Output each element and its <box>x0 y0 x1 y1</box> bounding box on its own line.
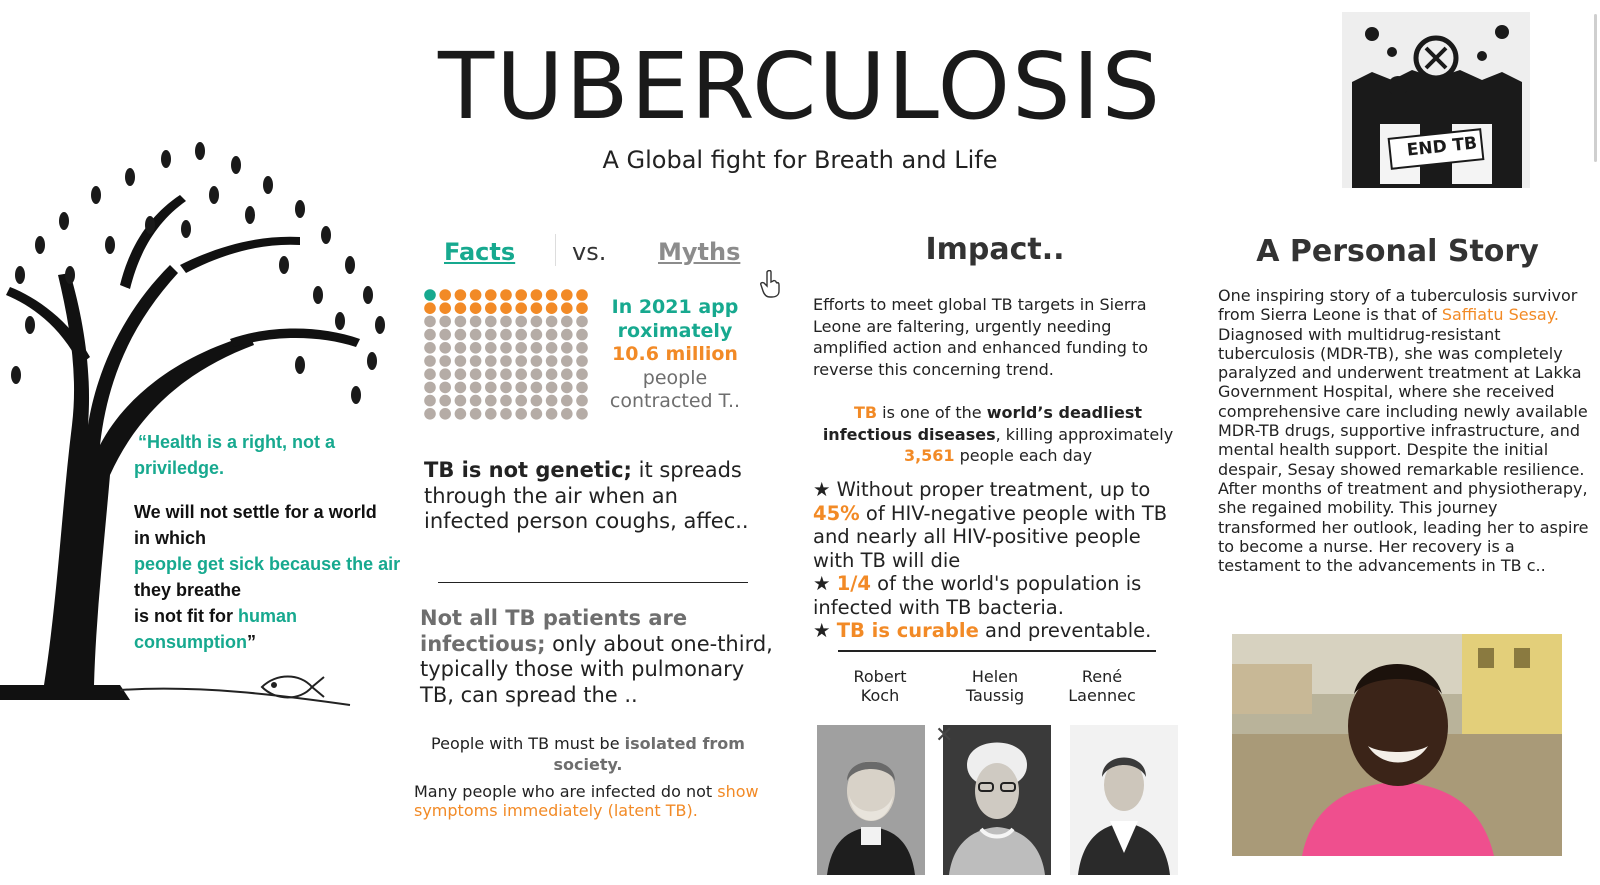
person-dot <box>439 408 451 420</box>
person-dot <box>500 342 512 354</box>
quote-close-mark: ” <box>247 632 256 652</box>
quote-line-7-highlight: human <box>237 606 297 626</box>
person-first-name: Robert <box>853 667 907 686</box>
person-dot <box>531 368 543 380</box>
person-first-name: René <box>1081 667 1123 686</box>
person-dot <box>561 408 573 420</box>
person-dot <box>561 368 573 380</box>
person-dot <box>470 395 482 407</box>
person-dot <box>561 395 573 407</box>
person-dot <box>576 408 588 420</box>
person-dot <box>470 329 482 341</box>
person-dot <box>561 342 573 354</box>
person-dot <box>546 302 558 314</box>
person-dot <box>439 342 451 354</box>
person-dot <box>531 382 543 394</box>
portrait-rene-laennec <box>1070 725 1178 875</box>
person-dot <box>470 302 482 314</box>
person-dot <box>576 302 588 314</box>
person-dot <box>561 289 573 301</box>
person-dot <box>561 382 573 394</box>
impact-stat-text-3: people each day <box>954 446 1093 465</box>
person-label-laennec <box>1047 667 1157 705</box>
myth-symptoms <box>414 782 774 820</box>
infection-stat <box>600 296 750 414</box>
person-dot <box>439 316 451 328</box>
person-dot <box>500 408 512 420</box>
person-dot <box>500 355 512 367</box>
page-subtitle: A Global fight for Breath and Life <box>602 146 998 174</box>
person-dot <box>439 382 451 394</box>
story-photo-saffiatu <box>1232 634 1562 856</box>
impact-bullet-list <box>813 478 1183 643</box>
person-dot <box>515 355 527 367</box>
person-dot <box>515 408 527 420</box>
person-dot <box>470 289 482 301</box>
impact-deadliest-stat <box>812 402 1184 467</box>
person-dot <box>576 342 588 354</box>
person-dot <box>485 395 497 407</box>
bullet2-star: ★ <box>813 572 837 595</box>
quote-line-5: people get sick because the air <box>134 554 401 574</box>
person-dot <box>485 408 497 420</box>
person-dot <box>485 342 497 354</box>
bullet2-highlight: 1/4 <box>836 572 871 595</box>
fact3-text: People with TB must be <box>431 734 625 753</box>
stat-line-2: roximately <box>617 319 733 342</box>
person-dot <box>546 289 558 301</box>
person-dot <box>576 289 588 301</box>
person-dot <box>455 342 467 354</box>
person-dot <box>500 302 512 314</box>
person-dot <box>424 329 436 341</box>
person-dot <box>424 395 436 407</box>
person-dot <box>485 368 497 380</box>
impact-bullet-3 <box>813 619 1183 643</box>
quote-line-3: We will not settle for a world <box>134 502 377 522</box>
person-dot <box>515 329 527 341</box>
person-dot <box>531 395 543 407</box>
person-dot <box>500 329 512 341</box>
person-dot <box>546 395 558 407</box>
myth-isolation <box>408 733 768 775</box>
person-dot <box>485 289 497 301</box>
person-dot <box>439 289 451 301</box>
person-dot <box>576 382 588 394</box>
page-title: TUBERCULOSIS <box>437 33 1163 140</box>
person-dot <box>576 329 588 341</box>
story-text-2: Diagnosed with multidrug-resistant tuberculosis (MDR-TB), she was completely paralyzed and underwent treatment at Lakka Government Hospital, where she received comprehensive care including newly available MDR-TB drugs, supportive infrastructure, and mental health support. Despite the initial despair, Sesay showed remarkable resilience. After months of treatment and physiotherapy, she regained mobility. This journey transformed her outlook, leading her to aspire to become a nurse. Her recovery is a testament to the advancements in TB c.. <box>1218 324 1589 576</box>
person-dot <box>424 382 436 394</box>
bullet3-highlight: TB is curable <box>836 619 979 642</box>
fact4-highlight: show symptoms immediately (latent TB). <box>414 782 759 820</box>
stat-line-5: contracted T.. <box>609 390 741 412</box>
story-person-name: Saffiatu Sesay. <box>1441 305 1559 325</box>
person-dot <box>576 368 588 380</box>
person-dot <box>561 316 573 328</box>
person-dot <box>515 302 527 314</box>
person-dot <box>455 408 467 420</box>
tab-divider <box>555 234 556 266</box>
person-dot <box>424 316 436 328</box>
person-dot <box>531 316 543 328</box>
stat-line-3: 10.6 million <box>612 343 738 365</box>
person-dot <box>485 355 497 367</box>
person-dot <box>531 289 543 301</box>
person-dot <box>439 329 451 341</box>
person-dot <box>531 355 543 367</box>
divider <box>838 650 1156 652</box>
fact-not-genetic <box>424 458 764 535</box>
person-dot <box>485 329 497 341</box>
person-last-name: Koch <box>860 686 900 705</box>
person-dot <box>470 355 482 367</box>
story-heading: A Personal Story <box>1256 234 1539 269</box>
person-dot <box>531 302 543 314</box>
bullet3-text: and preventable. <box>978 619 1152 642</box>
divider <box>438 582 748 583</box>
person-dot <box>439 395 451 407</box>
close-icon[interactable]: ✕ <box>935 723 954 748</box>
person-dot <box>515 342 527 354</box>
end-tb-poster-image <box>1342 12 1530 188</box>
stat-line-4: people <box>642 366 708 389</box>
person-dot <box>470 316 482 328</box>
person-dot <box>424 355 436 367</box>
portrait-helen-taussig <box>943 725 1051 875</box>
vs-label: vs. <box>572 238 607 266</box>
person-dot <box>439 302 451 314</box>
person-last-name: Laennec <box>1068 686 1136 705</box>
impact-stat-text-1: is one of the <box>877 403 987 422</box>
person-dot <box>515 382 527 394</box>
person-dot <box>455 316 467 328</box>
tab-facts[interactable]: Facts <box>444 238 516 266</box>
scrollbar[interactable] <box>1594 14 1597 162</box>
fact2-bold: Not all TB patients are infectious; <box>420 606 688 656</box>
person-dot <box>561 355 573 367</box>
person-dot <box>546 382 558 394</box>
fact2-text: only about one-third, typically those with pulmonary TB, can spread the .. <box>420 631 773 707</box>
person-dot <box>470 368 482 380</box>
fact1-bold: TB is not genetic; <box>424 458 632 482</box>
person-dot <box>546 368 558 380</box>
quote-line-2: priviledge. <box>134 458 225 478</box>
tab-myths[interactable]: Myths <box>658 238 741 266</box>
quote-line-6: they breathe <box>134 580 242 600</box>
person-dot <box>546 329 558 341</box>
person-dot <box>500 395 512 407</box>
bullet1-text-1: ★ Without proper treatment, up to <box>813 478 1151 501</box>
person-dot <box>424 342 436 354</box>
fact3-bold: isolated from society. <box>553 734 745 774</box>
person-dot <box>455 368 467 380</box>
person-dot <box>561 302 573 314</box>
person-dot <box>546 342 558 354</box>
person-dot <box>455 382 467 394</box>
person-dot <box>485 302 497 314</box>
quote-line-4: in which <box>134 528 206 548</box>
person-last-name: Taussig <box>965 686 1025 705</box>
person-dot <box>470 382 482 394</box>
person-dot <box>546 355 558 367</box>
person-dot <box>470 342 482 354</box>
impact-bullet-2 <box>813 572 1183 619</box>
fact4-text: Many people who are infected do not <box>414 782 718 801</box>
bullet3-star: ★ <box>813 619 837 642</box>
person-dot <box>424 368 436 380</box>
person-dot <box>531 408 543 420</box>
person-dot <box>515 316 527 328</box>
person-dot <box>485 382 497 394</box>
story-body <box>1218 286 1590 575</box>
person-label-taussig <box>940 667 1050 705</box>
person-dot <box>455 395 467 407</box>
person-dot <box>515 368 527 380</box>
person-dot <box>576 316 588 328</box>
bullet1-highlight: 45% <box>813 501 860 525</box>
impact-stat-text-2: , killing approximately <box>995 424 1174 444</box>
person-dot <box>500 368 512 380</box>
bullet2-text: of the world's population is infected with TB bacteria. <box>813 572 1142 619</box>
impact-stat-number: 3,561 <box>903 446 955 465</box>
person-dot <box>531 342 543 354</box>
person-dot <box>455 329 467 341</box>
poster-banner-text: END TB <box>1405 133 1479 161</box>
person-dot <box>424 289 436 301</box>
impact-heading: Impact.. <box>925 232 1065 267</box>
person-dot <box>515 289 527 301</box>
person-dot <box>576 355 588 367</box>
person-dot <box>455 289 467 301</box>
person-dot <box>546 316 558 328</box>
person-dot <box>500 316 512 328</box>
bullet1-text-2: of HIV-negative people with TB and nearly all HIV-positive people with TB will die <box>813 501 1168 572</box>
person-dot <box>485 316 497 328</box>
person-dot <box>424 302 436 314</box>
quote-line-8 <box>134 629 256 655</box>
portrait-robert-koch <box>817 725 925 875</box>
quote-line-7 <box>134 603 297 629</box>
hand-pointer-icon <box>760 270 780 302</box>
person-dot <box>576 395 588 407</box>
person-dot <box>439 355 451 367</box>
quote-line-8-highlight: consumption <box>134 632 247 652</box>
person-first-name: Helen <box>971 667 1019 686</box>
person-dot <box>470 408 482 420</box>
quote-line-1: “Health is a right, not a <box>138 432 336 452</box>
fact-not-all-infectious <box>420 606 780 708</box>
person-dot <box>531 329 543 341</box>
stat-line-1: In 2021 app <box>611 296 739 318</box>
impact-stat-deadliest: world’s deadliest infectious diseases <box>822 403 1143 444</box>
person-dot <box>455 302 467 314</box>
impact-stat-tb: TB <box>853 403 878 422</box>
person-dot <box>424 408 436 420</box>
person-dot <box>439 368 451 380</box>
person-dot <box>515 395 527 407</box>
person-label-koch <box>825 667 935 705</box>
impact-bullet-1 <box>813 478 1183 572</box>
person-dot <box>561 329 573 341</box>
person-dot <box>546 408 558 420</box>
fact1-text: it spreads through the air when an infected person coughs, affec.. <box>424 458 749 533</box>
impact-intro: Efforts to meet global TB targets in Sierra Leone are faltering, urgently needing amplified action and enhanced funding to reverse this concerning trend. <box>813 295 1149 379</box>
infection-dot-chart <box>424 289 594 421</box>
person-dot <box>500 382 512 394</box>
story-text-1: One inspiring story of a tuberculosis survivor from Sierra Leone is that of <box>1218 286 1578 325</box>
person-dot <box>500 289 512 301</box>
person-dot <box>455 355 467 367</box>
quote-line-7-text: is not fit for <box>134 606 238 626</box>
